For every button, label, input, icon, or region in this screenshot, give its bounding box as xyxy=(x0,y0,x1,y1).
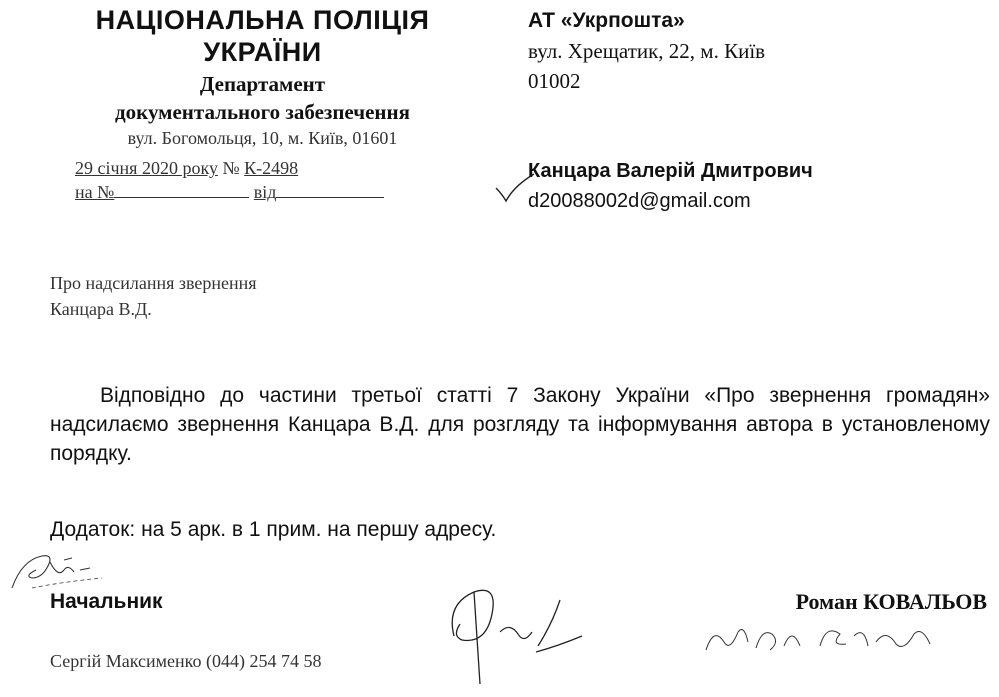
handwritten-note xyxy=(700,612,950,664)
applicant-name: Канцара Валерій Дмитрович xyxy=(528,160,813,182)
letterhead xyxy=(40,4,485,150)
department-line2: документального забезпечення xyxy=(115,100,410,124)
attachment-line: Додаток: на 5 арк. в 1 прим. на першу адресу. xyxy=(50,518,497,541)
ref-number-blank xyxy=(114,183,249,198)
registration-block xyxy=(75,156,405,204)
number-prefix: № xyxy=(222,158,240,178)
applicant-block xyxy=(528,156,988,216)
subject-block xyxy=(50,270,370,322)
organization-name-line1: НАЦІОНАЛЬНА ПОЛІЦІЯ xyxy=(95,5,430,35)
applicant-email: d20088002d@gmail.com xyxy=(528,190,751,212)
executor-contact: Сергій Максименко (044) 254 74 58 xyxy=(50,651,322,671)
registration-number: К-2498 xyxy=(244,158,299,178)
recipient-address-line1: вул. Хрещатик, 22, м. Київ xyxy=(528,39,766,63)
letter-body: Відповідно до частини третьої статті 7 Закону України «Про звернення громадян» надсилаємо звернення Канцара В.Д. для розгляду та інформування автора в установленому порядку. xyxy=(50,384,990,465)
signer-title: Начальник xyxy=(50,590,163,613)
registration-date: 29 січня 2020 року xyxy=(75,158,218,178)
organization-name-line2: УКРАЇНИ xyxy=(203,37,322,67)
recipient-block xyxy=(528,6,988,96)
department-line1: Департамент xyxy=(199,72,326,96)
subject-line2: Канцара В.Д. xyxy=(50,299,152,319)
recipient-name: АТ «Укрпошта» xyxy=(528,9,685,32)
ref-date-blank xyxy=(276,183,384,198)
signer-name: Роман КОВАЛЬОВ xyxy=(795,589,987,614)
ref-date-label: від xyxy=(253,182,277,202)
ref-number-label: на № xyxy=(75,182,115,202)
recipient-address-line2: 01002 xyxy=(528,69,581,93)
registration-line xyxy=(75,156,405,180)
head-signature xyxy=(440,574,600,692)
subject-line1: Про надсилання звернення xyxy=(50,273,257,293)
sender-address: вул. Богомольця, 10, м. Київ, 01601 xyxy=(127,128,398,148)
reference-line xyxy=(75,180,405,204)
